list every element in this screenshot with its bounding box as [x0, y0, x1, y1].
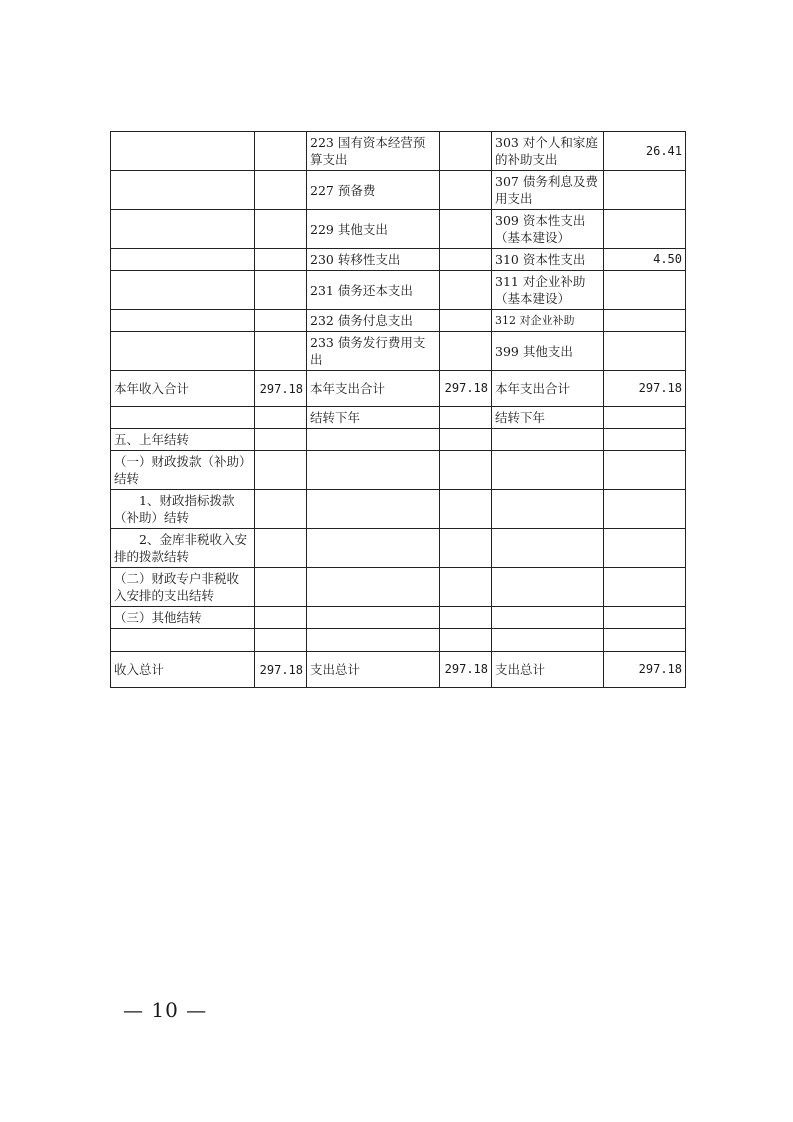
expense-function-amount-cell	[440, 568, 492, 607]
page-number: — 10 —	[123, 998, 208, 1022]
expense-economic-amount-cell: 4.50	[604, 249, 686, 271]
income-item-cell	[111, 171, 255, 210]
table-row	[111, 451, 686, 490]
income-amount-cell	[255, 490, 307, 529]
table-row	[111, 429, 686, 451]
income-amount-cell	[255, 429, 307, 451]
expense-function-cell: 227 预备费	[307, 171, 440, 210]
expense-function-cell	[307, 629, 440, 652]
income-amount-cell	[255, 568, 307, 607]
expense-economic-cell	[492, 568, 604, 607]
grand-expense-label-2: 支出总计	[492, 652, 604, 688]
table-row	[111, 132, 686, 171]
expense-economic-amount-cell	[604, 271, 686, 310]
section-heading-cell: 五、上年结转	[111, 429, 255, 451]
expense-function-cell	[307, 429, 440, 451]
income-item-cell	[111, 332, 255, 371]
income-total-label: 本年收入合计	[111, 371, 255, 407]
income-total-amount: 297.18	[255, 371, 307, 407]
table-row	[111, 568, 686, 607]
carryover-label-2: 结转下年	[492, 407, 604, 429]
income-item-cell: （二）财政专户非税收入安排的支出结转	[111, 568, 255, 607]
income-amount-cell	[255, 210, 307, 249]
grand-expense-amount: 297.18	[440, 652, 492, 688]
income-item-cell	[111, 271, 255, 310]
income-item-text: 1、财政指标拨款（补助）结转	[114, 493, 235, 525]
expense-economic-amount-cell	[604, 310, 686, 332]
expense-total-label-2: 本年支出合计	[492, 371, 604, 407]
table-row	[111, 607, 686, 629]
expense-function-cell	[307, 529, 440, 568]
expense-economic-cell: 303 对个人和家庭的补助支出	[492, 132, 604, 171]
expense-economic-cell	[492, 529, 604, 568]
income-item-cell	[111, 210, 255, 249]
income-item-cell: （三）其他结转	[111, 607, 255, 629]
income-item-cell	[111, 629, 255, 652]
table-row	[111, 629, 686, 652]
table-row	[111, 310, 686, 332]
income-amount-cell	[255, 607, 307, 629]
income-amount-cell	[255, 132, 307, 171]
expense-economic-cell	[492, 451, 604, 490]
grand-expense-amount-2: 297.18	[604, 652, 686, 688]
expense-function-cell: 233 债务发行费用支出	[307, 332, 440, 371]
expense-function-amount-cell	[440, 529, 492, 568]
expense-economic-cell: 310 资本性支出	[492, 249, 604, 271]
expense-function-cell: 229 其他支出	[307, 210, 440, 249]
expense-economic-amount-cell	[604, 451, 686, 490]
income-amount-cell	[255, 529, 307, 568]
expense-economic-amount-cell	[604, 210, 686, 249]
expense-total-label: 本年支出合计	[307, 371, 440, 407]
income-amount-cell	[255, 249, 307, 271]
expense-total-amount-2: 297.18	[604, 371, 686, 407]
expense-economic-amount-cell	[604, 332, 686, 371]
expense-total-amount: 297.18	[440, 371, 492, 407]
expense-function-cell: 231 债务还本支出	[307, 271, 440, 310]
expense-economic-amount-cell	[604, 629, 686, 652]
income-item-cell	[111, 132, 255, 171]
expense-economic-cell: 307 债务利息及费用支出	[492, 171, 604, 210]
income-item-cell	[111, 529, 255, 568]
grand-income-label: 收入总计	[111, 652, 255, 688]
expense-function-cell	[307, 451, 440, 490]
table-row	[111, 652, 686, 688]
expense-function-amount-cell	[440, 451, 492, 490]
income-item-cell	[111, 407, 255, 429]
expense-economic-cell	[492, 629, 604, 652]
expense-economic-cell	[492, 490, 604, 529]
income-amount-cell	[255, 629, 307, 652]
expense-economic-cell: 399 其他支出	[492, 332, 604, 371]
expense-function-cell: 232 债务付息支出	[307, 310, 440, 332]
table-row	[111, 271, 686, 310]
income-amount-cell	[255, 332, 307, 371]
expense-economic-amount-cell: 26.41	[604, 132, 686, 171]
grand-expense-label: 支出总计	[307, 652, 440, 688]
carryover-amount	[440, 407, 492, 429]
expense-economic-amount-cell	[604, 171, 686, 210]
income-item-cell	[111, 249, 255, 271]
expense-economic-amount-cell	[604, 490, 686, 529]
income-amount-cell	[255, 451, 307, 490]
income-item-cell	[111, 490, 255, 529]
expense-function-amount-cell	[440, 629, 492, 652]
income-amount-cell	[255, 271, 307, 310]
budget-table	[110, 131, 686, 688]
expense-function-amount-cell	[440, 429, 492, 451]
table-row	[111, 529, 686, 568]
expense-economic-cell	[492, 607, 604, 629]
income-amount-cell	[255, 171, 307, 210]
expense-function-cell	[307, 568, 440, 607]
expense-economic-amount-cell	[604, 429, 686, 451]
expense-function-amount-cell	[440, 249, 492, 271]
expense-function-cell: 223 国有资本经营预算支出	[307, 132, 440, 171]
expense-function-amount-cell	[440, 210, 492, 249]
expense-economic-amount-cell	[604, 568, 686, 607]
expense-function-cell: 230 转移性支出	[307, 249, 440, 271]
table-row	[111, 371, 686, 407]
expense-economic-cell: 309 资本性支出（基本建设）	[492, 210, 604, 249]
grand-income-amount: 297.18	[255, 652, 307, 688]
expense-function-cell	[307, 607, 440, 629]
table-row	[111, 490, 686, 529]
table-row	[111, 210, 686, 249]
table-row	[111, 171, 686, 210]
table-row	[111, 332, 686, 371]
expense-function-cell	[307, 490, 440, 529]
income-amount-cell	[255, 407, 307, 429]
income-amount-cell	[255, 310, 307, 332]
expense-function-amount-cell	[440, 607, 492, 629]
expense-function-amount-cell	[440, 171, 492, 210]
carryover-label: 结转下年	[307, 407, 440, 429]
expense-economic-cell: 311 对企业补助（基本建设）	[492, 271, 604, 310]
table-row	[111, 249, 686, 271]
expense-function-amount-cell	[440, 310, 492, 332]
income-item-cell	[111, 310, 255, 332]
income-item-text: 2、金库非税收入安排的拨款结转	[114, 532, 247, 564]
carryover-amount-2	[604, 407, 686, 429]
expense-function-amount-cell	[440, 332, 492, 371]
table-row	[111, 407, 686, 429]
income-item-cell: （一）财政拨款（补助）结转	[111, 451, 255, 490]
expense-function-amount-cell	[440, 490, 492, 529]
expense-function-amount-cell	[440, 271, 492, 310]
expense-economic-amount-cell	[604, 529, 686, 568]
expense-function-amount-cell	[440, 132, 492, 171]
expense-economic-cell	[492, 429, 604, 451]
expense-economic-amount-cell	[604, 607, 686, 629]
expense-economic-cell: 312 对企业补助	[492, 310, 604, 332]
